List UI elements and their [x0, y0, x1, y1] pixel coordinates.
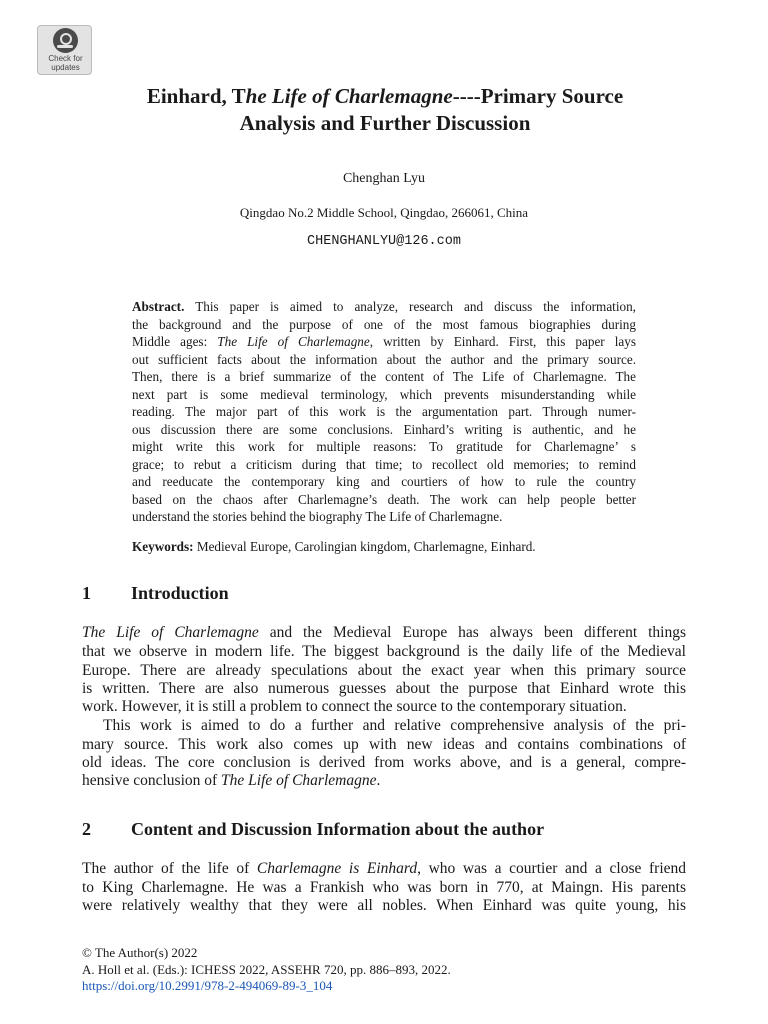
section-number: 1: [82, 583, 91, 603]
section-title: Introduction: [131, 583, 229, 603]
body-line: hensive conclusion of The Life of Charlemagne.: [82, 772, 381, 789]
keywords-label: Keywords:: [132, 539, 194, 554]
abstract-label: Abstract.: [132, 299, 185, 314]
author-name: Chenghan Lyu: [342, 171, 426, 186]
keywords: Keywords: Medieval Europe, Carolingian kingdom, Charlemagne, Einhard.: [132, 539, 536, 554]
check-for-updates-label: Check for updates: [48, 54, 83, 72]
check-for-updates-badge[interactable]: [37, 25, 92, 75]
section-heading-introduction: [82, 583, 229, 604]
section-heading-author-info: [82, 819, 544, 840]
body-line: mary source. This work also comes up with new ideas and contains combinations of: [82, 736, 686, 753]
crossmark-icon: [53, 28, 78, 53]
body-line: This work is aimed to do a further and relative comprehensive analysis of the pri-: [103, 717, 686, 734]
doi-link[interactable]: https://doi.org/10.2991/978-2-494069-89-3_104: [82, 978, 333, 993]
body-line: Europe. There are already speculations about the exact year when this primary source: [82, 662, 686, 679]
abstract-line: next part is some medieval terminology, which prevents misunderstanding while: [132, 387, 636, 402]
abstract-line: based on the chaos after Charlemagne’s death. The work can help people better: [132, 492, 636, 507]
abstract-line: out sufficient facts about the information about the author and the primary source.: [132, 352, 636, 367]
abstract-line: Then, there is a brief summarize of the content of The Life of Charlemagne. The: [132, 369, 636, 384]
abstract-line: Abstract. This paper is aimed to analyze, research and discuss the information,: [132, 299, 636, 314]
section-number: 2: [82, 819, 91, 839]
abstract-line: grace; to rebut a criticism during that time; to recollect old memories; to remind: [132, 457, 636, 472]
body-line: to King Charlemagne. He was a Frankish who was born in 770, at Maingn. His parents: [82, 879, 686, 896]
copyright-notice: © The Author(s) 2022: [82, 945, 198, 960]
section-title: Content and Discussion Information about the author: [131, 819, 545, 839]
abstract-line: ous discussion there are some conclusions. Einhard’s writing is authentic, and he: [132, 422, 636, 437]
abstract-line: understand the stories behind the biography The Life of Charlemagne.: [132, 509, 503, 524]
abstract-line: the background and the purpose of one of the most famous biographies during: [132, 317, 636, 332]
abstract-line: and reeducate the contemporary king and courtiers of how to rule the country: [132, 474, 636, 489]
body-line: is written. There are also numerous guesses about the purpose that Einhard wrote this: [82, 680, 686, 697]
body-line: The Life of Charlemagne and the Medieval Europe has always been different things: [82, 624, 686, 641]
body-line: work. However, it is still a problem to connect the source to the contemporary situation.: [82, 698, 627, 715]
abstract-line: Middle ages: The Life of Charlemagne, written by Einhard. First, this paper lays: [132, 334, 636, 349]
body-line: The author of the life of Charlemagne is Einhard, who was a courtier and a close friend: [82, 860, 687, 877]
citation-line: A. Holl et al. (Eds.): ICHESS 2022, ASSEHR 720, pp. 886–893, 2022.: [82, 962, 451, 977]
body-line: that we observe in modern life. The biggest background is the daily life of the Medieval: [82, 643, 686, 660]
author-email[interactable]: CHENGHANLYU@126.com: [307, 234, 461, 249]
affiliation: Qingdao No.2 Middle School, Qingdao, 266061, China: [239, 205, 529, 220]
abstract-line: might write this work for multiple reasons: To gratitude for Charlemagne’ s: [132, 439, 636, 454]
abstract-line: reading. The major part of this work is the argumentation part. Through numer-: [132, 404, 636, 419]
body-line: old ideas. The core conclusion is derived from works above, and is a general, compre-: [82, 754, 686, 771]
paper-title: Einhard, The Life of Charlemagne----Primary Source Analysis and Further Discussion: [146, 84, 624, 135]
body-line: were relatively wealthy that they were all nobles. When Einhard was quite young, his: [82, 897, 686, 914]
